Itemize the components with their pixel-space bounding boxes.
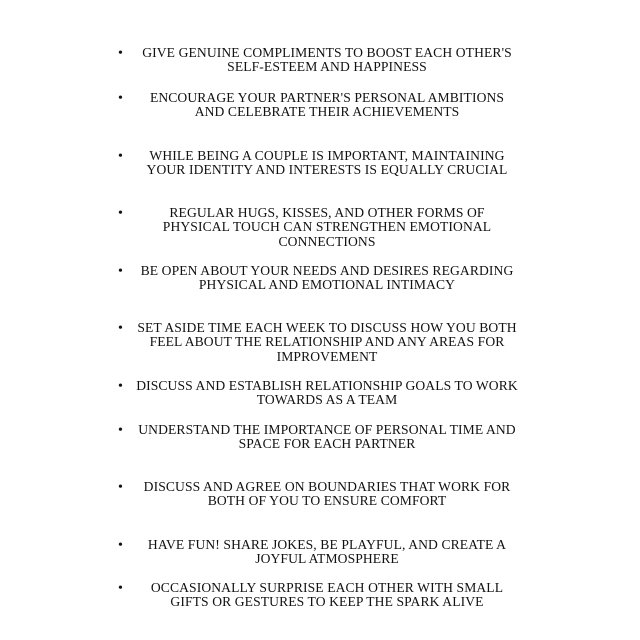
list-item bbox=[118, 46, 518, 75]
bullet-icon: • bbox=[118, 264, 123, 279]
tip-text: DISCUSS AND ESTABLISH RELATIONSHIP GOALS TO WORK TOWARDS AS A TEAM bbox=[136, 378, 518, 408]
tip-text: DISCUSS AND AGREE ON BOUNDARIES THAT WORK FOR BOTH OF YOU TO ENSURE COMFORT bbox=[143, 479, 511, 509]
list-item bbox=[118, 480, 518, 509]
bullet-icon: • bbox=[118, 379, 123, 394]
tip-text: REGULAR HUGS, KISSES, AND OTHER FORMS OF PHYSICAL TOUCH CAN STRENGTHEN EMOTIONAL CONNECTIONS bbox=[162, 205, 492, 249]
bullet-icon: • bbox=[118, 149, 123, 164]
list-item bbox=[118, 264, 518, 293]
list-item bbox=[118, 423, 518, 452]
list-item bbox=[118, 91, 518, 120]
tip-text: UNDERSTAND THE IMPORTANCE OF PERSONAL TIME AND SPACE FOR EACH PARTNER bbox=[138, 422, 516, 452]
list-item bbox=[118, 379, 518, 408]
list-item bbox=[118, 581, 518, 610]
bullet-icon: • bbox=[118, 538, 123, 553]
bullet-icon: • bbox=[118, 581, 123, 596]
tip-text: ENCOURAGE YOUR PARTNER'S PERSONAL AMBITIONS AND CELEBRATE THEIR ACHIEVEMENTS bbox=[149, 90, 505, 120]
bullet-icon: • bbox=[118, 321, 123, 336]
tip-text: GIVE GENUINE COMPLIMENTS TO BOOST EACH OTHER'S SELF-ESTEEM AND HAPPINESS bbox=[142, 45, 512, 75]
list-item bbox=[118, 538, 518, 567]
bullet-icon: • bbox=[118, 46, 123, 61]
bullet-icon: • bbox=[118, 206, 123, 221]
bullet-icon: • bbox=[118, 423, 123, 438]
tip-text: WHILE BEING A COUPLE IS IMPORTANT, MAINTAINING YOUR IDENTITY AND INTERESTS IS EQUALLY CRUCIAL bbox=[146, 148, 508, 178]
list-item bbox=[118, 206, 518, 249]
tip-text: SET ASIDE TIME EACH WEEK TO DISCUSS HOW YOU BOTH FEEL ABOUT THE RELATIONSHIP AND ANY AREAS FOR IMPROVEMENT bbox=[137, 320, 517, 364]
bullet-icon: • bbox=[118, 91, 123, 106]
bullet-icon: • bbox=[118, 480, 123, 495]
tip-text: BE OPEN ABOUT YOUR NEEDS AND DESIRES REGARDING PHYSICAL AND EMOTIONAL INTIMACY bbox=[140, 263, 514, 293]
tip-text: HAVE FUN! SHARE JOKES, BE PLAYFUL, AND CREATE A JOYFUL ATMOSPHERE bbox=[147, 537, 507, 567]
list-item bbox=[118, 321, 518, 364]
tip-text: OCCASIONALLY SURPRISE EACH OTHER WITH SMALL GIFTS OR GESTURES TO KEEP THE SPARK ALIVE bbox=[150, 580, 504, 610]
list-item bbox=[118, 149, 518, 178]
